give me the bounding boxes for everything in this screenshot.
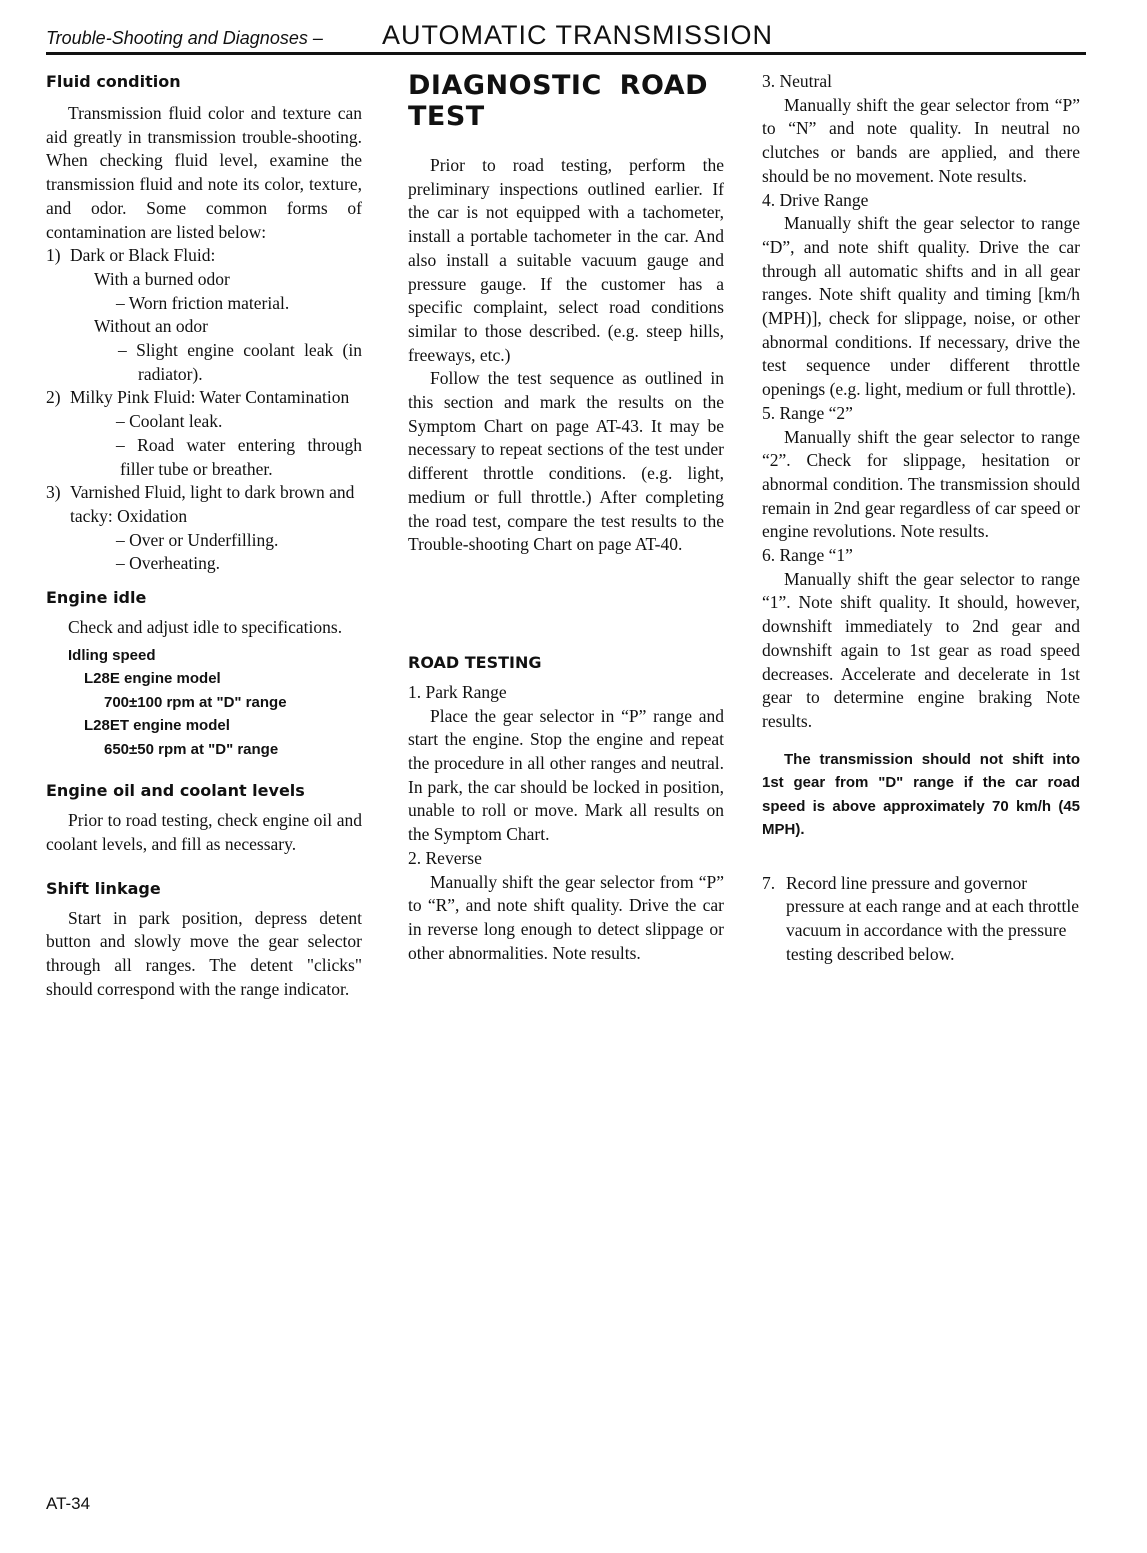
step-title: 4. Drive Range xyxy=(762,189,869,210)
list-item xyxy=(762,872,1080,967)
chapter-title: AUTOMATIC TRANSMISSION xyxy=(382,20,774,50)
sub-item: Without an odor xyxy=(94,316,208,337)
column-middle xyxy=(408,70,724,965)
step-title: 6. Range “1” xyxy=(762,545,853,566)
sub-item: – Overheating. xyxy=(116,553,220,574)
step-text: Manually shift the gear selector to range “1”. Note shift quality. It should, however, downshift immediately to 2nd gear and downshift again to 1st gear as road speed decreases. Accelerate and decelerate in 1st gear to determine engine braking Note results. xyxy=(762,568,1080,731)
sub-item: With a burned odor xyxy=(94,268,230,289)
paragraph-road-test-intro: Prior to road testing, perform the preliminary inspections outlined earlier. If the car is not equipped with a tachometer, install a portable tachometer in the car. And also install a suitable vacuum gauge and pressure gauge. If the customer has a specific complaint, select road conditions similar to those described. (e.g. steep hills, freeways, etc.) xyxy=(408,155,724,365)
list-text: Milky Pink Fluid: Water Contamination xyxy=(70,387,350,408)
step-text: Manually shift the gear selector to range “D”, and note shift quality. Drive the car through all automatic shifts and in all gear ranges. Note shift quality and timing [km/h (MPH)], check for slippage, noise, or other abnormal conditions. If necessary, drive the test sequence under different throttle openings (e.g. light, medium or full throttle). xyxy=(762,213,1080,400)
step-text: Manually shift the gear selector from “P” to “R”, and note shift quality. Drive the car in reverse long enough to detect slippage or other abnormalities. Note results. xyxy=(408,871,724,963)
step-title: 1. Park Range xyxy=(408,681,507,702)
step-title: 3. Neutral xyxy=(762,71,832,91)
paragraph-oil-coolant: Prior to road testing, check engine oil and coolant levels, and fill as necessary. xyxy=(46,810,362,854)
page-number: AT-34 xyxy=(46,1494,91,1513)
list-number: 2) xyxy=(46,387,61,408)
model-l28et: L28ET engine model xyxy=(84,717,230,735)
list-item xyxy=(46,244,362,268)
sub-item: – Coolant leak. xyxy=(116,411,223,432)
paragraph-idle: Check and adjust idle to specifications. xyxy=(68,617,343,638)
list-text: Dark or Black Fluid: xyxy=(70,245,216,266)
list-item xyxy=(46,481,362,528)
step-text: Manually shift the gear selector from “P” to “N” and note quality. In neutral no clutches or bands are applied, and there should be no movement. Note results. xyxy=(762,94,1080,186)
model-l28e: L28E engine model xyxy=(84,670,221,688)
heading-diagnostic-road-test: DIAGNOSTIC ROAD TEST xyxy=(408,70,708,132)
column-right xyxy=(762,70,1080,967)
idling-speed-label: Idling speed xyxy=(68,646,156,664)
paragraph-follow-sequence: Follow the test sequence as outlined in this section and mark the results on the Symptom Chart on page AT-43. It may be necessary to repeat sections of the test under different throttle conditions. (e.g. light, medium or full throttle.) After completing the road test, compare the test results to the Trouble-shooting Chart on page AT-40. xyxy=(408,368,724,555)
list-number: 3) xyxy=(46,482,61,503)
heading-road-testing: ROAD TESTING xyxy=(408,652,542,672)
sub-item: – Worn friction material. xyxy=(116,292,290,313)
step-text: Manually shift the gear selector to range “2”. Check for slippage, hesitation or abnormal condition. The transmission should remain in 2nd gear regardless of car speed or engine revolutions. Note results. xyxy=(762,426,1080,542)
list-item xyxy=(46,386,362,410)
rpm-l28e: 700±100 rpm at "D" range xyxy=(104,693,287,711)
step-title: 5. Range “2” xyxy=(762,402,853,423)
paragraph-fluid-intro: Transmission fluid color and texture can aid greatly in transmission trouble-shooting. When checking fluid level, examine the transmission fluid and note its color, texture, and odor. Some common forms of contamination are listed below: xyxy=(46,103,362,242)
rpm-l28et: 650±50 rpm at "D" range xyxy=(104,740,279,758)
section-label: Trouble-Shooting and Diagnoses – xyxy=(46,28,323,48)
heading-engine-idle: Engine idle xyxy=(46,588,147,608)
sub-item: – Over or Underfilling. xyxy=(116,529,279,550)
list-number: 7. xyxy=(762,872,776,893)
page-header xyxy=(46,18,1086,55)
list-text: Varnished Fluid, light to dark brown and tacky: Oxidation xyxy=(70,482,355,526)
heading-shift-linkage: Shift linkage xyxy=(46,878,161,898)
heading-fluid-condition: Fluid condition xyxy=(46,72,181,91)
heading-oil-coolant: Engine oil and coolant levels xyxy=(46,781,305,801)
step-text: Place the gear selector in “P” range and start the engine. Stop the engine and repeat the procedure in all other ranges and neutral. In park, the car should be locked in position, unable to roll or move. Mark all results on the Symptom Chart. xyxy=(408,705,724,845)
list-number: 1) xyxy=(46,245,61,266)
column-left xyxy=(46,70,362,1001)
shift-warning-note: The transmission should not shift into 1st gear from "D" range if the car road speed is above approximately 70 km/h (45 MPH). xyxy=(762,750,1080,839)
paragraph-shift-linkage: Start in park position, depress detent button and slowly move the gear selector through all ranges. The detent "clicks" should correspond with the range indicator. xyxy=(46,907,362,999)
step-title: 2. Reverse xyxy=(408,847,482,868)
sub-item: – Road water entering through filler tube or breather. xyxy=(116,434,362,479)
sub-item: – Slight engine coolant leak (in radiator). xyxy=(118,340,362,384)
list-text: Record line pressure and governor pressure at each range and at each throttle vacuum in accordance with the pressure testing described below. xyxy=(786,872,1079,964)
